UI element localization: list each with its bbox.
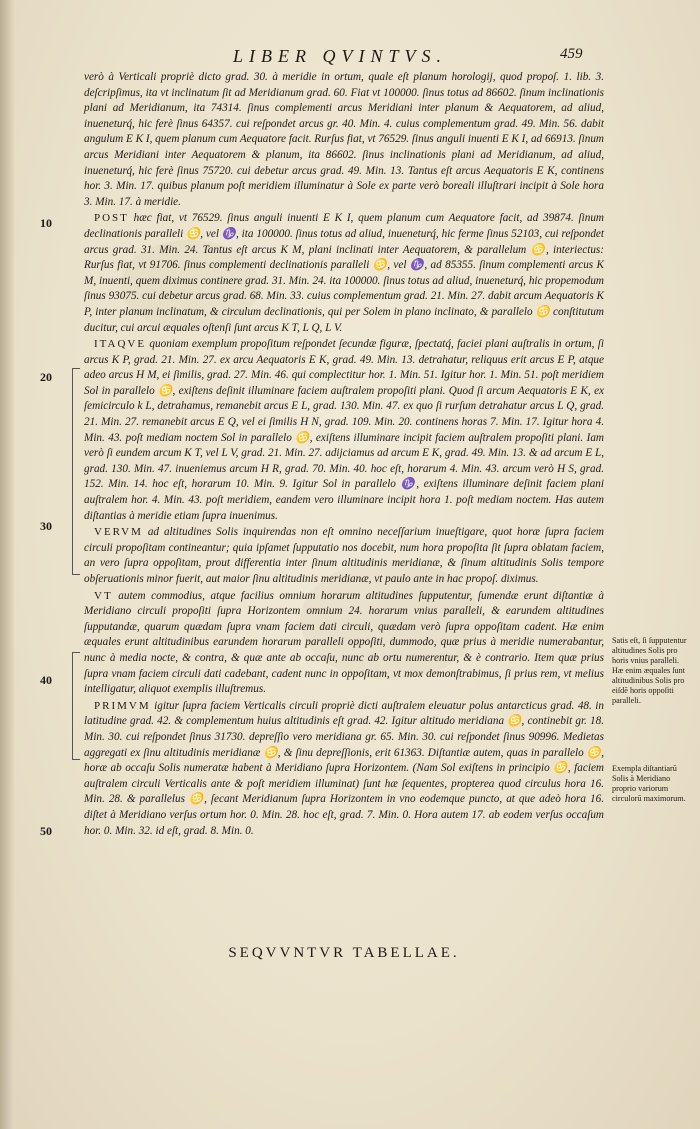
paragraph <box>84 337 604 524</box>
margin-bracket <box>72 652 80 760</box>
page-number: 459 <box>560 46 583 62</box>
page-gutter <box>0 0 14 1129</box>
paragraph-text: autem commodius, atque facilius omnium horarum altitudines ſupputentur, ſumendæ erunt diſtantiæ à Meridiano circuli propoſiti ſupra Horizontem omnium 24. horarum vnius paralleli, & earundem altitudines ſupputandæ, quarum quædam ſupra vnam faciem dati circuli, quædam verò ſupra oppoſitam cadent. Hæ enim æquales erunt altitudinibus earundem horarum paralleli oppoſiti, dummodo, quæ prius à meridie numerabantur, nunc à media nocte, & contra, & quæ ante ab occaſu, nunc ab ortu numerentur, & è contrario. Item quæ prius ſupra vnam faciem circuli dati cadebant, cadent nunc in oppoſitam, vt mox demonſtrabimus, ſi prius rem, vt melius intelligatur, aliquot exemplis illuſtremus. <box>84 589 604 696</box>
main-text-block <box>84 70 604 840</box>
paragraph-text: igitur ſupra faciem Verticalis circuli propriè dicti auſtralem eleuatur polus antarcticus grad. 48. in latitudine grad. 42. & complementum huius altitudinis eſt grad. 42. Igitur altitudo meridiana ♋, continebit gr. 18. Min. 30. cui reſpondet ſinus 31730. depreſſio vero meridiana gr. 65. Min. 30. cui reſpondet ſinus 90996. Medietas aggregati ex ſinu altitudinis meridianæ ♋, & ſinu depreſſionis, erit 61363. Diſtantiæ autem, quas in parallelo ♋, horæ ab occaſu Solis numeratæ habent à Meridiano ſupra Horizontem. (Nam Sol exiſtens in principio ♋, faciem auſtralem circuli Verticalis ante & poſt meridiem illuminat) ſunt hæ ſequentes, propterea quod circulus hora 16. Min. 28. & parallelus ♋, ſecant Meridianum ſupra Horizontem in vno eodemque puncto, at que adeò hora 16. diſtet à Meridiano verſus ortum hor. 0. Min. 28. hoc eſt, grad. 7. Min. 0. Hora autem 17. ab eodem verſus occaſum hor. 0. Min. 32. id eſt, grad. 8. Min. 0. <box>84 699 605 837</box>
paragraph <box>84 699 604 839</box>
margin-note: Exempla diſtantiarū Solis à Meridiano proprio variorum circulorū maximorum. <box>612 764 686 803</box>
paragraph-text: hæc fiat, vt 76529. ſinus anguli inuenti E K I, quem planum cum Aequatore facit, ad 39874. ſinum declinationis paralleli ♋, vel ♑, ita 100000. ſinus totus ad aliud, inueneturq́, hic ferme ſinus 52103, cui reſpondet arcus grad. 31. Min. 24. Tantus eſt arcus K M, plani inclinati inter Aequatorem, & parallelum ♋, interiectus: Rurſus fiat, vt 91706. ſinus complementi declinationis paralleli ♋, vel ♑, ad 85355. ſinum complementi arcus K M, inuenti, quem diximus continere grad. 31. Min. 24. ita 100000. ſinus totus ad aliud, inueneturq́, hic propemodum ſinus 93075. cui debetur arcus grad. 68. Min. 33. cuius complementum grad. 21. Min. 27. dabit arcum Aequatoris K P, inter planum inclinatum, & circulum declinationis, qui per Solem in plano inclinato, & parallelo ♋ conſtitutum ducitur, cui arcui æquales oſtenſi ſunt arcus K T, L Q, L V. <box>84 212 604 334</box>
paragraph-lead: VERVM <box>94 526 143 539</box>
margin-bracket <box>72 368 80 575</box>
paragraph-text: verò à Verticali propriè dicto grad. 30. à meridie in ortum, quale eſt planum horologij, quod propoſ. 1. lib. 3. deſcripſimus, ita vt inclinatum ſit ad Meridianum grad. 60. Fiat vt 100000. ſinus totus ad 86602. ſinum inclinationis plani ad Meridianum, ita 74314. ſinus complementi arcus Meridiani inter planum & Aequatorem, ad aliud, inueneturq́, hic ferè ſinus 64357. cui reſpondet arcus gr. 40. Min. 4. cuius complementum grad. 49. Min. 56. dabit angulum E K I, quem planum cum Aequatore facit. Rurſus fiat, vt 76529. ſinus anguli inuenti E K I, ad 66913. ſinum arcus Meridiani inter Aequatorem & planum, ita 86602. ſinus inclinationis plani ad Meridianum, ad aliud, inueneturq́, hic ferè ſinus 75720. cui debetur arcus grad. 49. Min. 13. Tantus eſt arcus Aequatoris E K, continens hor. 3. Min. 17. quibus planum poſt meridiem illuminatur à Sole ex parte verò boreali illuſtrari incipit à Sole hora 3. Min. 17. à meridie. <box>84 71 604 208</box>
paragraph-lead: VT <box>94 589 113 602</box>
paragraph <box>84 211 604 336</box>
paragraph-text: ad altitudines Solis inquirendas non eſt omnino neceſſarium inueſtigare, quot horæ ſupra faciem circuli propoſitam contineantur; quia ipſamet ſupputatio nos docebit, num hora propoſita ſit ſupra oblatam faciem, an vero ſupra oppoſitam, prout differentia inter ſinum altitudinis meridianæ, & ſinum altitudinis Solis tempore obſeruationis minor fuerit, aut maior ſinu altitudinis meridianæ, vt paulo ante in hac propoſ. diximus. <box>84 526 605 585</box>
paragraph <box>84 525 604 587</box>
line-number: 40 <box>40 673 52 687</box>
margin-note: Satis eſt, ſi ſupputentur altitudines Solis pro horis vnius paralleli. Hæ enim æquales ſunt altitudinibus Solis pro eiſdē horis oppoſiti paralleli. <box>612 636 687 705</box>
line-number: 20 <box>40 370 52 384</box>
line-number: 50 <box>40 824 52 838</box>
paragraph <box>84 70 604 210</box>
paragraph-text: quoniam exemplum propoſitum reſpondet ſecundæ figuræ, ſpectatq́, faciei plani auſtralis in ortum, ſi arcus K P, grad. 21. Min. 27. ex arcu Aequatoris E K, grad. 49. Min. 13. detrahatur, reliquus erit arcus E P, atque adeo arcus H M, ei ſimilis, grad. 27. Min. 46. qui complectitur hor. 1. Min. 51. Igitur hor. 1. Min. 51. poſt meridiem Sol in parallelo ♋, exiſtens deſinit illuminare faciem auſtralem propoſiti plani. Quod ſi arcum Aequatoris E K, ex ſemicirculo k L, detrahamus, remanebit arcus E L, grad. 130. Min. 47. ex quo ſi rurſum detrahatur arcus L Q, grad. 21. Min. 27. remanebit arcus E Q, vel ei ſimilis H N, grad. 109. Min. 20. continens horas 7. Min. 17. Igitur hora 4. Min. 43. poſt mediam noctem Sol in parallelo ♋, exiſtens illuminare incipit faciem auſtralem propoſiti plani. Iam verò ſi eundem arcum K T, vel L V, grad. 21. Min. 27. adijciamus ad arcum E K, grad. 49. Min. 13. & ad arcum E L, grad. 130. Min. 47. inueniemus arcum H R, grad. 70. Min. 40. hoc eſt, horarum 4. Min. 43. arcum verò H S, grad. 152. Min. 14. hoc eſt, horarum 10. Min. 9. Igitur Sol in parallelo ♑, exiſtens illuminare deſinit faciem plani auſtralem hor. 4. Min. 43. poſt meridiem, eandem vero illuminare incipit hora 1. poſt mediam noctem. Has autem diſtantias à meridie etiam ſupra inuenimus. <box>84 338 605 522</box>
paragraph-lead: PRIMVM <box>94 699 151 712</box>
paragraph-lead: ITAQVE <box>94 338 147 351</box>
line-number: 10 <box>40 216 52 230</box>
paragraph <box>84 589 604 698</box>
section-heading: SEQVVNTVR TABELLAE. <box>228 945 460 961</box>
line-number: 30 <box>40 519 52 533</box>
running-title: LIBER QVINTVS. <box>233 46 447 66</box>
paragraph-lead: POST <box>94 212 129 225</box>
